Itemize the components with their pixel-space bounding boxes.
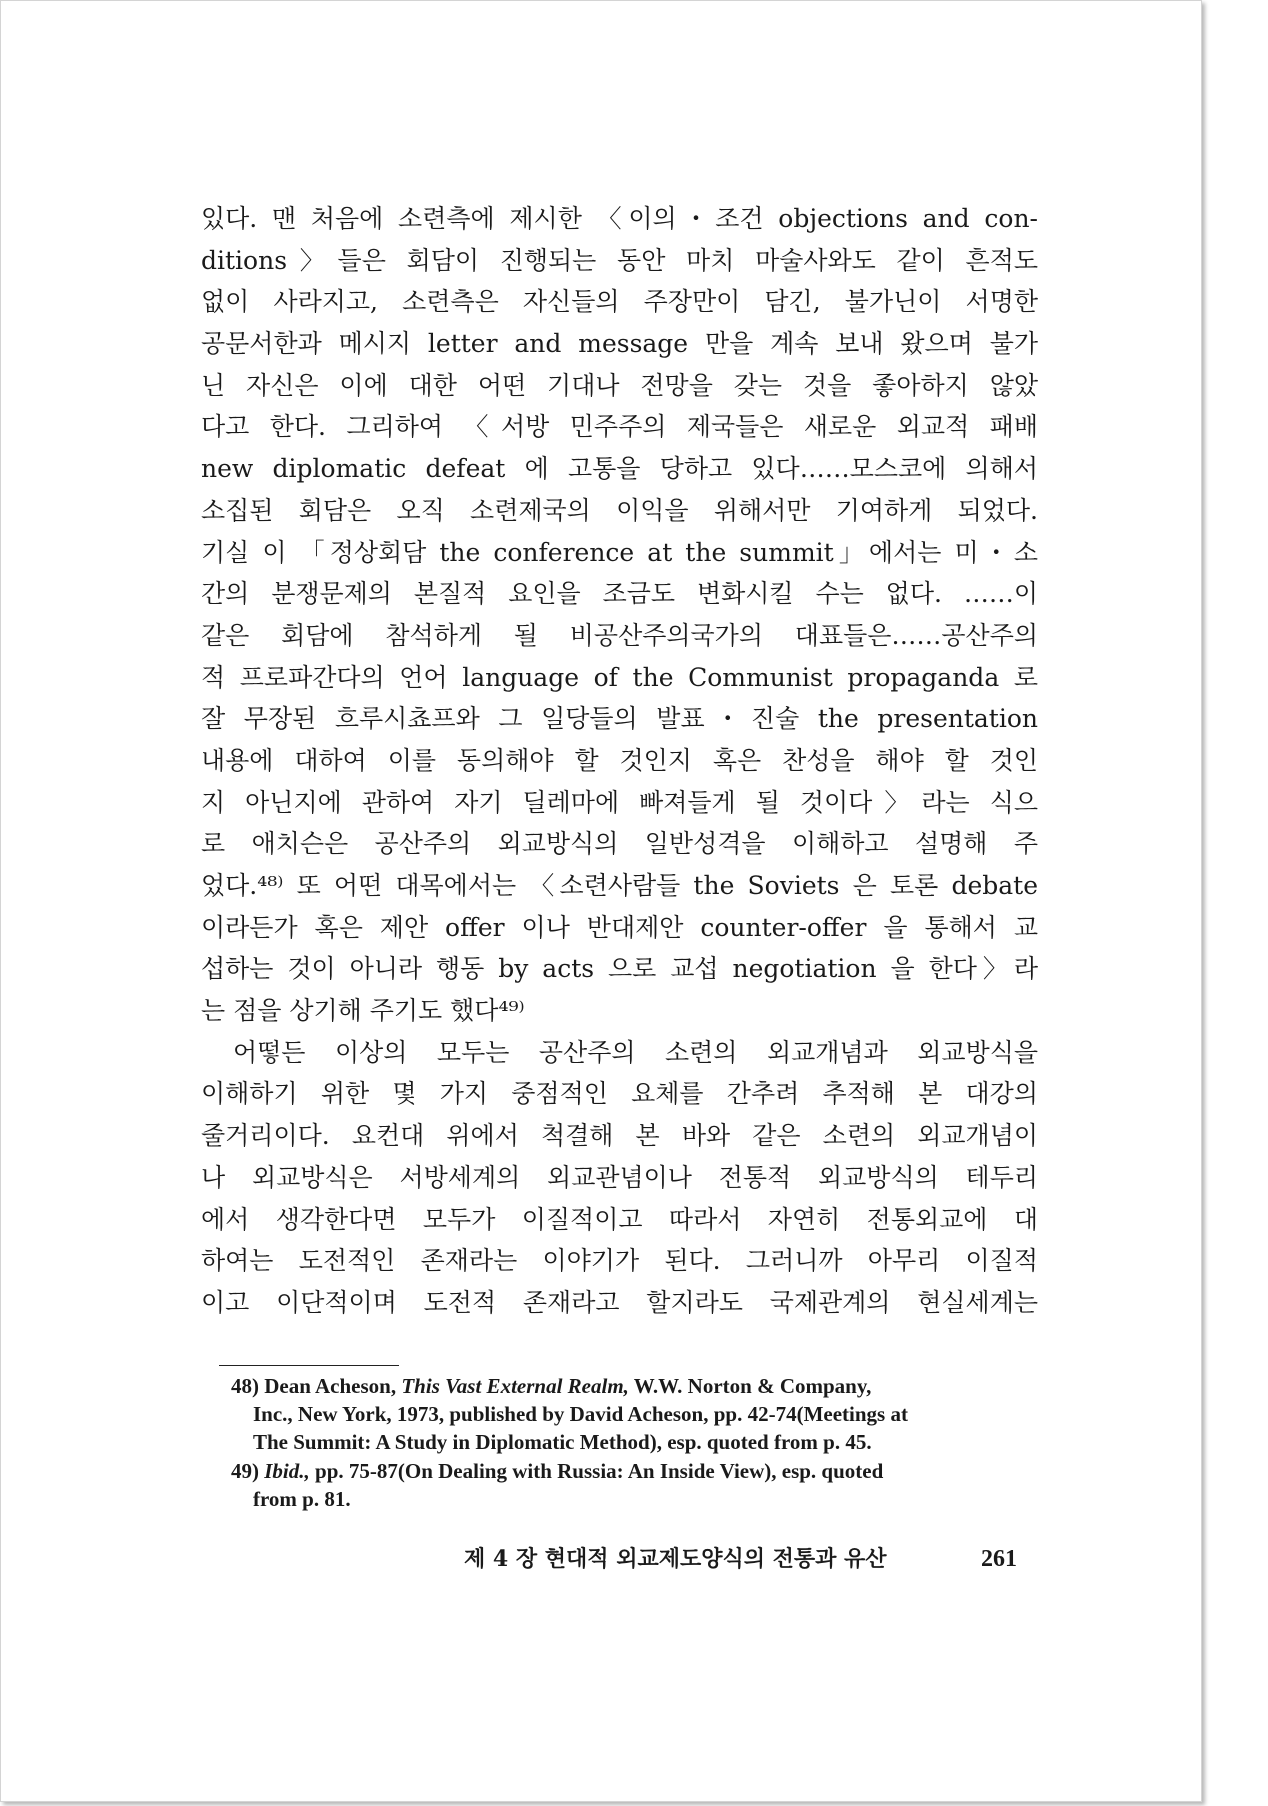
footnote-48-continuation: The Summit: A Study in Diplomatic Method), esp. quoted from p. 45.: [253, 1430, 872, 1455]
body-line: 줄거리이다. 요컨대 위에서 척결해 본 바와 같은 소련의 외교개념이: [201, 1121, 1038, 1151]
body-line: 이라든가 혹은 제안 offer 이나 반대제안 counter-offer 을 통해서 교: [201, 912, 1038, 942]
footnote-book-title: This Vast External Realm,: [401, 1374, 629, 1398]
body-line: 는 점을 상기해 주기도 했다⁴⁹⁾: [201, 996, 525, 1026]
footnote-marker: 49): [231, 1458, 259, 1483]
body-line: 간의 분쟁문제의 본질적 요인을 조금도 변화시킬 수는 없다. ……이: [201, 579, 1038, 609]
running-footer: [464, 1541, 1017, 1577]
body-line: 없이 사라지고, 소련측은 자신들의 주장만이 담긴, 불가닌이 서명한: [201, 287, 1038, 317]
body-line: 닌 자신은 이에 대한 어떤 기대나 전망을 갖는 것을 좋아하지 않았: [201, 370, 1038, 400]
body-line: 내용에 대하여 이를 동의해야 할 것인지 혹은 찬성을 해야 할 것인: [201, 745, 1038, 775]
body-line: 잘 무장된 흐루시쵸프와 그 일당들의 발표・진술 the presentation: [201, 704, 1038, 734]
paragraph-start-line: 어떻든 이상의 모두는 공산주의 소련의 외교개념과 외교방식을: [233, 1037, 1038, 1067]
footnote-48-continuation: Inc., New York, 1973, published by David Acheson, pp. 42-74(Meetings at: [253, 1402, 908, 1427]
body-line: 로 애치슨은 공산주의 외교방식의 일반성격을 이해하고 설명해 주: [201, 829, 1038, 859]
body-line: 공문서한과 메시지 letter and message 만을 계속 보내 왔으며 불가: [201, 329, 1038, 359]
footnote-text: W.W. Norton & Company,: [633, 1374, 872, 1398]
body-line: ditions〉들은 회담이 진행되는 동안 마치 마술사와도 같이 흔적도: [201, 245, 1038, 275]
body-line: 나 외교방식은 서방세계의 외교관념이나 전통적 외교방식의 테두리: [201, 1162, 1038, 1192]
footnote-divider: [219, 1365, 399, 1366]
footnote-author: Dean Acheson,: [264, 1374, 397, 1398]
page-number: 261: [981, 1546, 1017, 1572]
body-line: 있다. 맨 처음에 소련측에 제시한 〈이의・조건 objections and con-: [201, 204, 1038, 233]
body-line: 소집된 회담은 오직 소련제국의 이익을 위해서만 기여하게 되었다.: [201, 495, 1038, 525]
body-line: 섭하는 것이 아니라 행동 by acts 으로 교섭 negotiation 을 한다〉라: [201, 954, 1038, 984]
footnote-48: [231, 1372, 1046, 1400]
body-line: 다고 한다. 그리하여 〈서방 민주주의 제국들은 새로운 외교적 패배: [201, 412, 1038, 442]
footnote-text: pp. 75-87(On Dealing with Russia: An Inside View), esp. quoted: [315, 1458, 884, 1483]
body-text: [201, 198, 1038, 1324]
body-line: 에서 생각한다면 모두가 이질적이고 따라서 자연히 전통외교에 대: [201, 1204, 1038, 1234]
body-line: 이해하기 위한 몇 가지 중점적인 요체를 간추려 추적해 본 대강의: [201, 1079, 1038, 1109]
body-line: 지 아닌지에 관하여 자기 딜레마에 빠져들게 될 것이다〉라는 식으: [201, 787, 1038, 817]
footnote-49: [231, 1457, 1046, 1485]
footnote-ibid: Ibid.,: [264, 1458, 310, 1483]
body-line: 이고 이단적이며 도전적 존재라고 할지라도 국제관계의 현실세계는: [201, 1287, 1038, 1317]
footnote-marker: 48): [231, 1374, 259, 1398]
body-line: new diplomatic defeat 에 고통을 당하고 있다……모스코에 의해서: [201, 454, 1038, 484]
footnote-49-continuation: from p. 81.: [253, 1486, 351, 1511]
chapter-title: 제 4 장 현대적 외교제도양식의 전통과 유산: [464, 1546, 887, 1572]
body-line: 하여는 도전적인 존재라는 이야기가 된다. 그러니까 아무리 이질적: [201, 1246, 1038, 1276]
body-line: 같은 회담에 참석하게 될 비공산주의국가의 대표들은……공산주의: [201, 620, 1038, 650]
footnotes: [231, 1372, 1046, 1513]
body-line: 적 프로파간다의 언어 language of the Communist propaganda 로: [201, 662, 1038, 692]
body-line: 었다.⁴⁸⁾ 또 어떤 대목에서는 〈소련사람들 the Soviets 은 토론 debate: [201, 871, 1038, 900]
body-line: 기실 이 「정상회담 the conference at the summit」에서는 미・소: [201, 537, 1038, 567]
